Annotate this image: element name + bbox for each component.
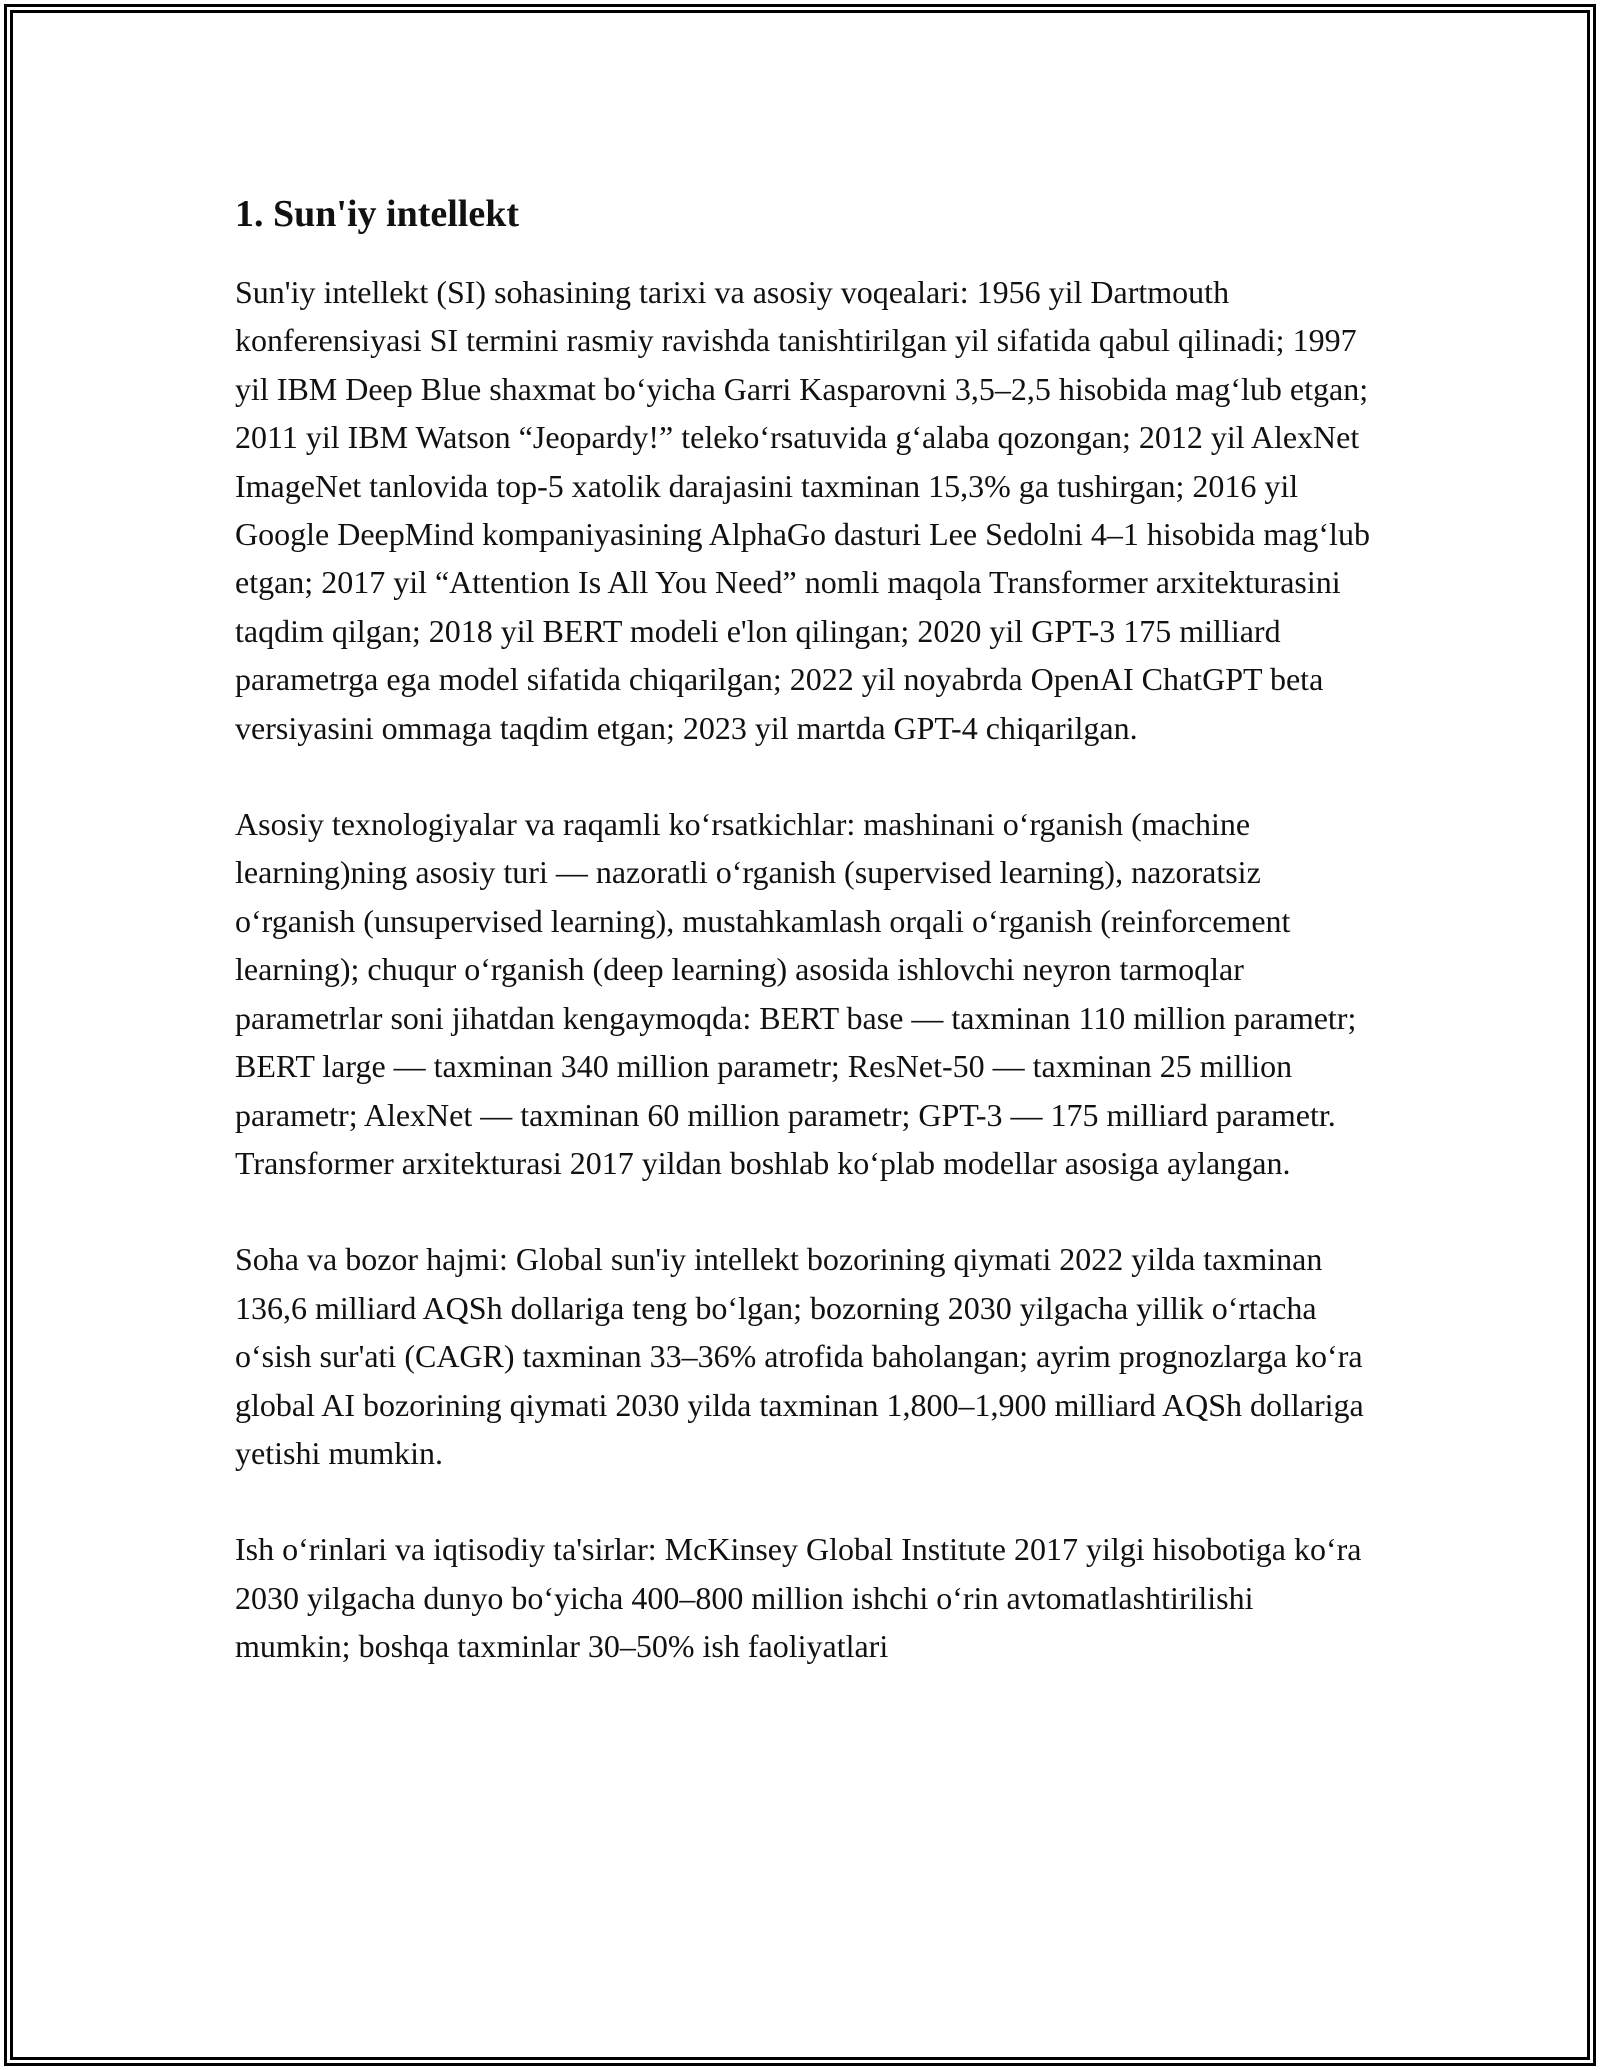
section-title: 1. Sun'iy intellekt	[235, 193, 519, 235]
paragraph-technologies: Asosiy texnologiyalar va raqamli ko‘rsatkichlar: mashinani o‘rganish (machine learning)ning asosiy turi — nazoratli o‘rganish (supervised learning), nazoratsiz o‘rganish (unsupervised learning), mustahkamlash orqali o‘rganish (reinforcement learning); chuqur o‘rganish (deep learning) asosida ishlovchi neyron tarmoqlar parametrlar soni jihatdan kengaymoqda: BERT base — taxminan 110 million parametr; BERT large — taxminan 340 million parametr; ResNet-50 — taxminan 25 million parametr; AlexNet — taxminan 60 million parametr; GPT-3 — 175 milliard parametr. Transformer arxitekturasi 2017 yildan boshlab ko‘plab modellar asosiga aylangan.	[235, 806, 1357, 1181]
paragraph-history: Sun'iy intellekt (SI) sohasining tarixi va asosiy voqealari: 1956 yil Dartmouth konferensiyasi SI termini rasmiy ravishda tanishtirilgan yil sifatida qabul qilinadi; 1997 yil IBM Deep Blue shaxmat bo‘yicha Garri Kasparovni 3,5–2,5 hisobida mag‘lub etgan; 2011 yil IBM Watson “Jeopardy!” teleko‘rsatuvida g‘alaba qozongan; 2012 yil AlexNet ImageNet tanlovida top-5 xatolik darajasini taxminan 15,3% ga tushirgan; 2016 yil Google DeepMind kompaniyasining AlphaGo dasturi Lee Sedolni 4–1 hisobida mag‘lub etgan; 2017 yil “Attention Is All You Need” nomli maqola Transformer arxitekturasini taqdim qilgan; 2018 yil BERT modeli e'lon qilingan; 2020 yil GPT-3 175 milliard parametrga ega model sifatida chiqarilgan; 2022 yil noyabrda OpenAI ChatGPT beta versiyasini ommaga taqdim etgan; 2023 yil martda GPT-4 chiqarilgan.	[235, 274, 1370, 746]
paragraph-jobs-impact: Ish o‘rinlari va iqtisodiy ta'sirlar: McKinsey Global Institute 2017 yilgi hisobotiga ko‘ra 2030 yilgacha dunyo bo‘yicha 400–800 million ishchi o‘rin avtomatlashtirilishi mumkin; boshqa taxminlar 30–50% ish faoliyatlari	[235, 1531, 1362, 1665]
paragraph-market-size: Soha va bozor hajmi: Global sun'iy intellekt bozorining qiymati 2022 yilda taxminan 136,6 milliard AQSh dollariga teng bo‘lgan; bozorning 2030 yilgacha yillik o‘rtacha o‘sish sur'ati (CAGR) taxminan 33–36% atrofida baholangan; ayrim prognozlarga ko‘ra global AI bozorining qiymati 2030 yilda taxminan 1,800–1,900 milliard AQSh dollariga yetishi mumkin.	[235, 1241, 1364, 1471]
document-content	[235, 190, 1375, 1719]
